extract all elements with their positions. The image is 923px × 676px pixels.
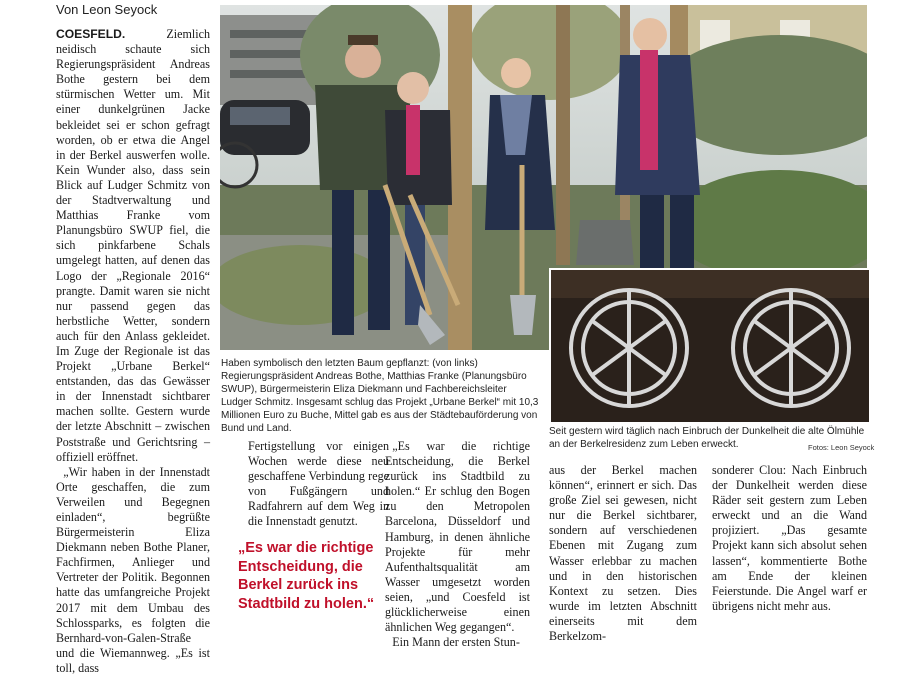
article-column-2 — [248, 439, 389, 530]
mill-wheel-photo — [549, 268, 871, 424]
main-photo-caption: Haben symbolisch den letzten Baum gepflanzt: (von links) Regierungspräsident Andreas Bothe, Matthias Franke (Planungsbüro SWUP), Bürgermeisterin Eliza Diekmann und Fachbereichsleiter Ludger Schmitz. Insgesamt schlug das Projekt „Urbane Berkel“ mit 10,3 Millionen Euro zu Buche, Mittel gab es aus der Städtebauförderung von Bund und Land. — [221, 358, 539, 434]
article-column-1 — [56, 27, 210, 676]
dateline: COESFELD. — [56, 27, 126, 41]
column-4-text: aus der Berkel machen können“, erinnert er sich. Das große Ziel sei gewesen, nicht nur die Berkel sichtbarer, sondern auf verschiedenen Ebenen mit Zugang zum Wasser erlebbar zu machen und in den historischen Kontext zu setzen. Dies wurde im letzten Abschnitt einerseits mit dem Berkelzom- — [549, 463, 697, 644]
paragraph-1: Ziemlich neidisch schaute sich Regierungspräsident Andreas Bothe gestern bei dem stürmischen Wetter um. Mit einer dunkelgrünen Jacke bekleidet sei er schon gefragt worden, ob er etwa die Angel in der Berkel auswerfen wolle. Kein Wunder also, dass sein Blick auf Ludger Schmitz von der Stadtverwaltung und Matthias Franke vom Planungsbüro SWUP fiel, die sich pinkfarbene Schals umgelegt hatten, auf denen das Logo der „Regionale 2016“ prangte. Damit waren sie nicht nur passend gegen das herbstliche Wetter, sondern auch für den Anlass gekleidet. Im Zuge der Regionale ist das Projekt „Urbane Berkel“ entstanden, das das Gewässer in der Innenstadt sichtbarer machen sollte. Gestern wurde der letzte Abschnitt – zwischen Poststraße und Gerichtsring – offiziell eröffnet. — [56, 27, 210, 464]
column-2-text: Fertigstellung vor einigen Wochen werde diese neu geschaffene Verbindung rege von Fußgängern und Radfahrern auf dem Weg in die Innenstadt genutzt. — [248, 439, 389, 529]
column-3-paragraph-1: „Es war die richtige Entscheidung, die Berkel zurück ins Stadtbild zu holen.“ Er schlug den Bogen zu den Metropolen Barcelona, Düsseldorf und Hamburg, in denen ähnliche Projekte für mehr Aufenthaltsqualität am Wasser umgesetzt worden seien, „und Coesfeld ist glücklicherweise einen ähnlichen Weg gegangen“. — [385, 439, 530, 635]
column-5-text: sonderer Clou: Nach Einbruch der Dunkelheit werden diese Räder seit gestern zum Leben erweckt und an die Wand projiziert. „Das gesamte Projekt kann sich absolut sehen lassen“, kommentierte Bothe am Ende der kleinen Feierstunde. Die Angel warf er übrigens nicht mehr aus. — [712, 463, 867, 613]
byline: Von Leon Seyock — [56, 2, 158, 17]
article-column-5 — [712, 463, 867, 614]
pull-quote: „Es war die richtige Entscheidung, die Berkel zurück ins Stadtbild zu holen.“ — [238, 540, 375, 612]
column-3-paragraph-2: Ein Mann der ersten Stun- — [392, 635, 520, 650]
wheel-photo-caption: Seit gestern wird täglich nach Einbruch der Dunkelheit die alte Ölmühle an der Berkelresidenz zum Leben erweckt. — [549, 426, 865, 450]
article-column-4 — [549, 463, 697, 644]
article-column-3 — [385, 439, 530, 650]
paragraph-2: „Wir haben in der Innenstadt Orte geschaffen, die zum Verweilen und Begegnen einladen“, begrüßte Bürgermeisterin Eliza Diekmann neben Bothe Planer, Fachfirmen, Anlieger und Vertreter der Politik. Begonnen hatte das umfangreiche Projekt 2017 mit dem Umbau des Schlossparks, es folgten die Bernhard-von-Galen-Straße und die Wiemannweg. „Es ist toll, dass — [56, 464, 210, 675]
photo-credit: Fotos: Leon Seyock — [808, 443, 875, 452]
